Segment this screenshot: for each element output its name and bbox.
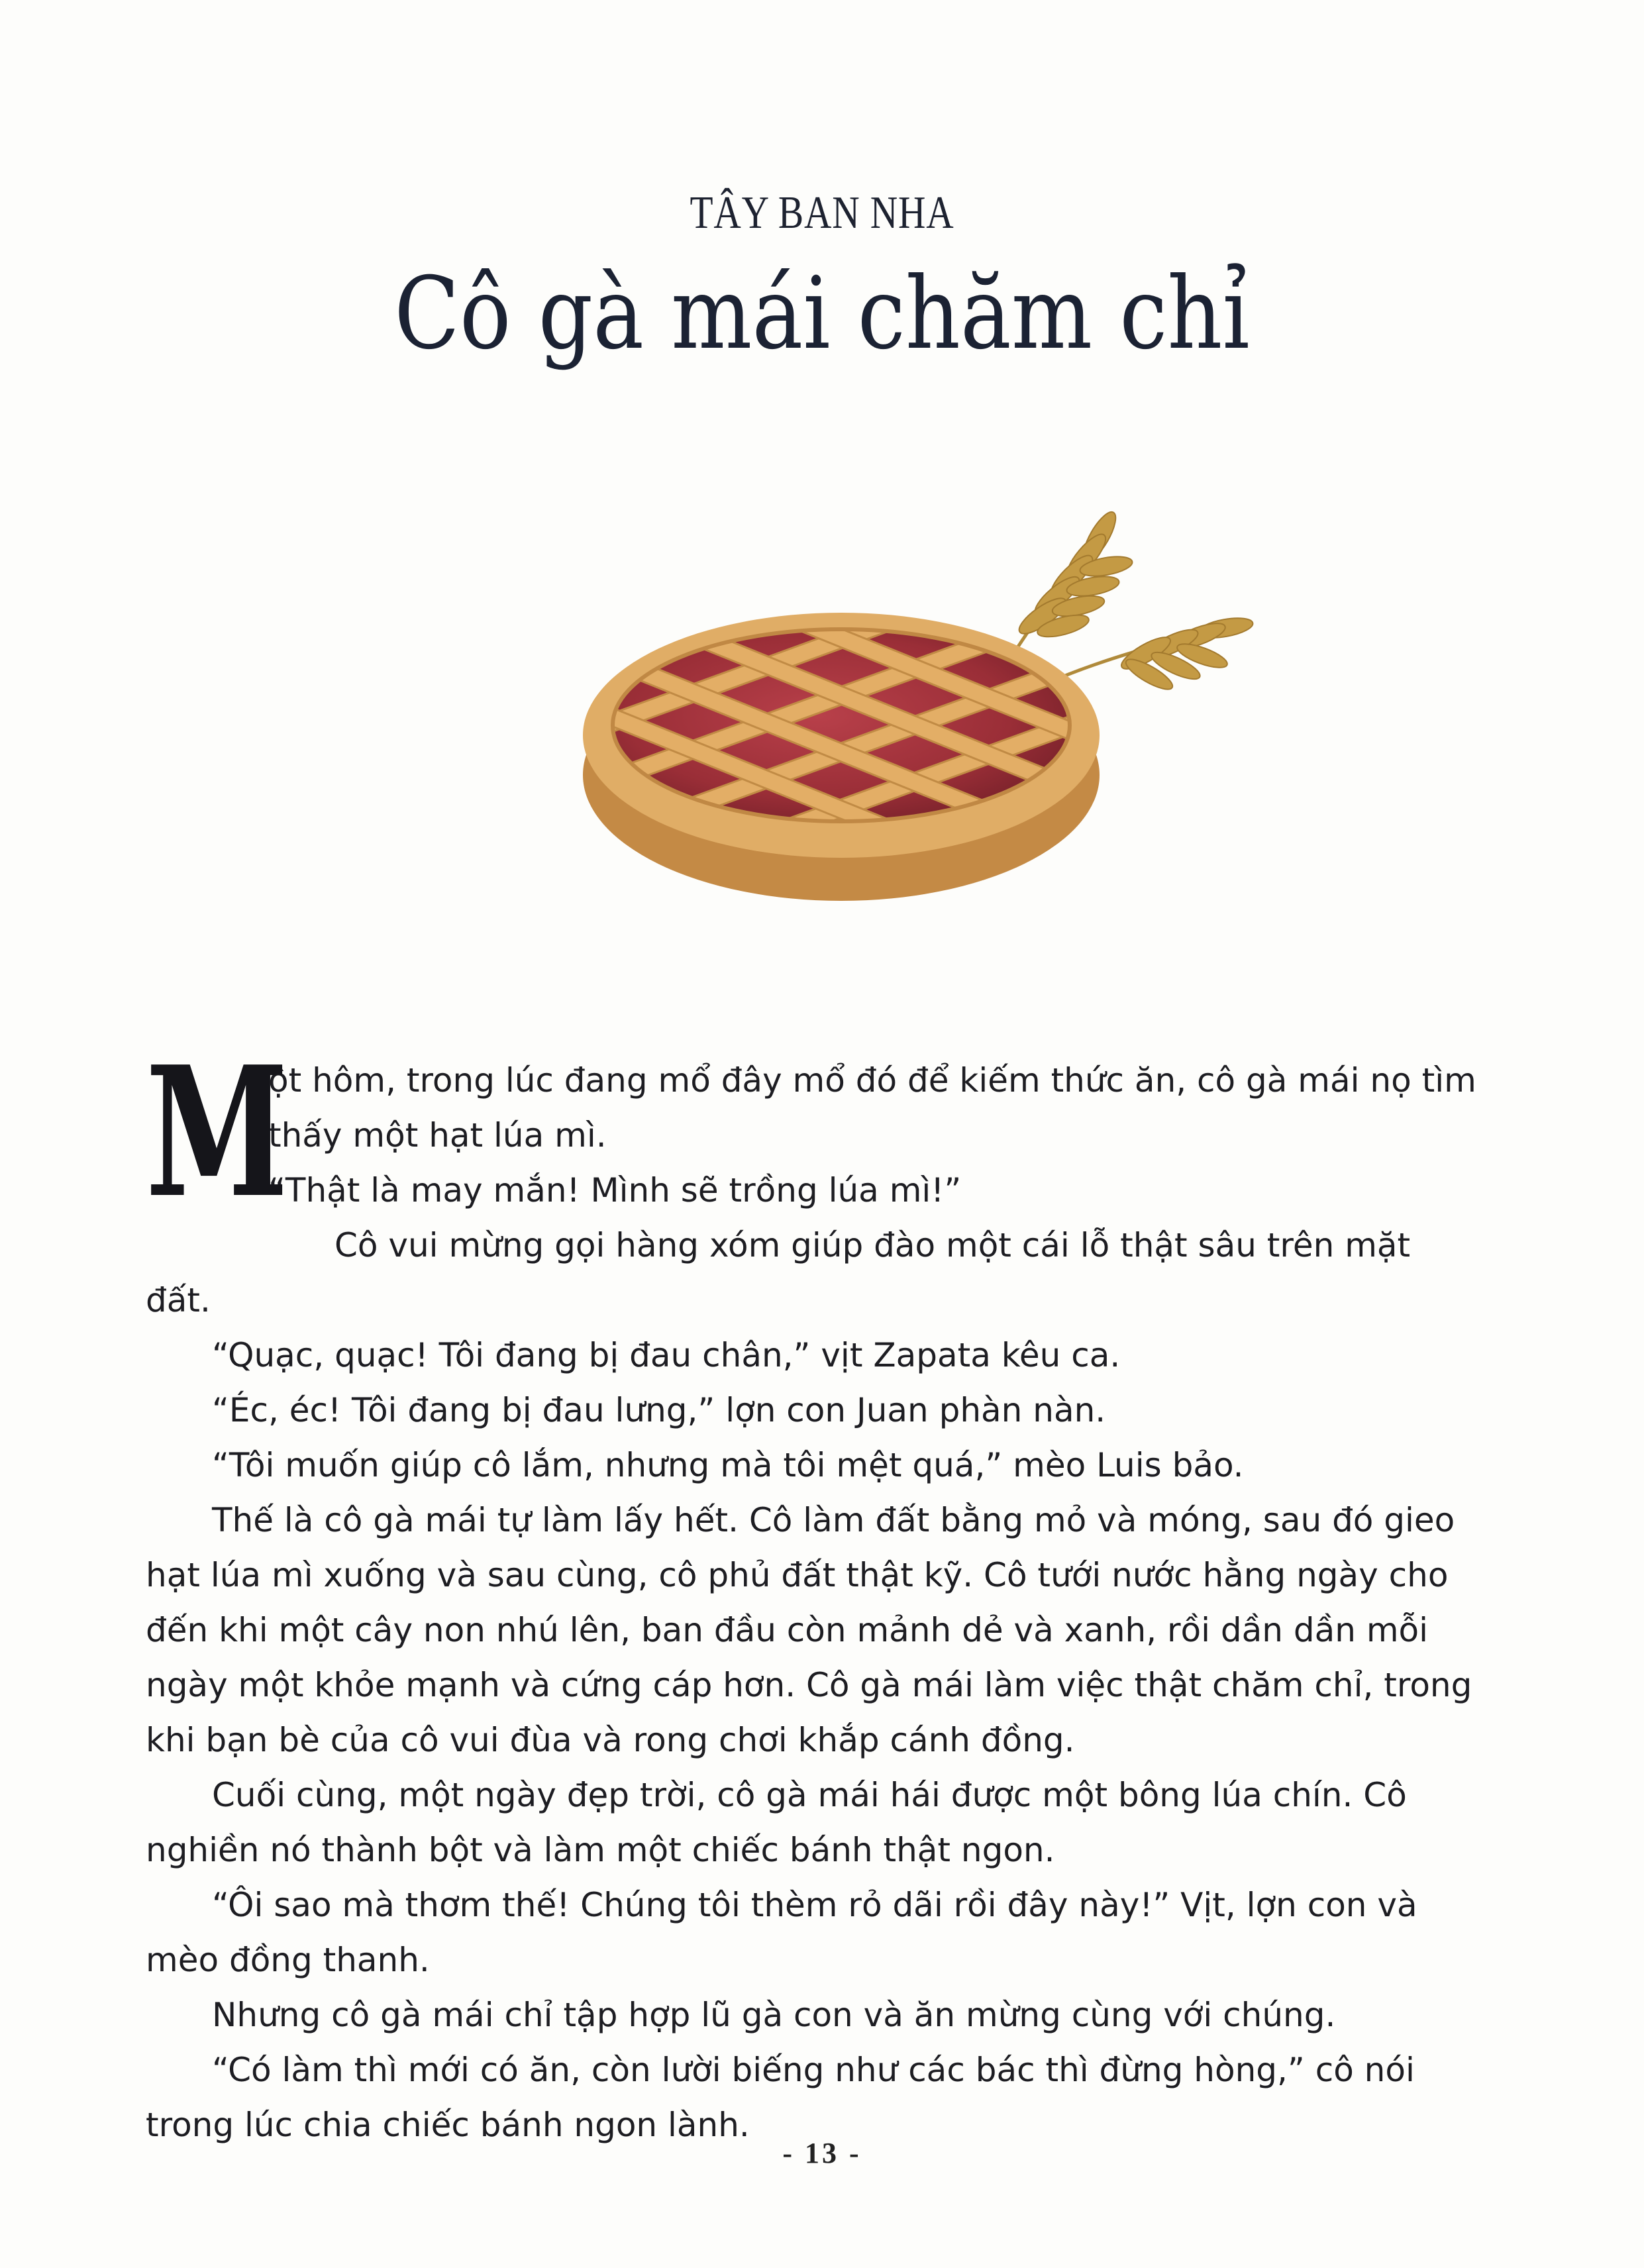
paragraph: “Có làm thì mới có ăn, còn lười biếng như các bác thì đừng hòng,” cô nói trong lúc chia chiếc bánh ngon lành. bbox=[146, 2051, 1415, 2144]
paragraph: “Éc, éc! Tôi đang bị đau lưng,” lợn con Juan phàn nàn. bbox=[212, 1391, 1106, 1429]
paragraph: Nhưng cô gà mái chỉ tập hợp lũ gà con và ăn mừng cùng với chúng. bbox=[212, 1996, 1336, 2034]
paragraph: “Tôi muốn giúp cô lắm, nhưng mà tôi mệt quá,” mèo Luis bảo. bbox=[212, 1446, 1244, 1484]
paragraph: Cô vui mừng gọi hàng xóm giúp đào một cái lỗ thật sâu trên mặt đất. bbox=[146, 1226, 1411, 1319]
drop-cap bbox=[146, 1027, 289, 1237]
story-text bbox=[146, 1027, 1477, 2153]
paragraph: ột hôm, trong lúc đang mổ đây mổ đó để kiếm thức ăn, cô gà mái nọ tìm thấy một hạt lúa mì. bbox=[268, 1061, 1476, 1155]
paragraph: Thế là cô gà mái tự làm lấy hết. Cô làm đất bằng mỏ và móng, sau đó gieo hạt lúa mì xuống và sau cùng, cô phủ đất thật kỹ. Cô tưới nước hằng ngày cho đến khi một cây non nhú lên, ban đầu còn mảnh dẻ và xanh, rồi dần dần mỗi ngày một khỏe mạnh và cứng cáp hơn. Cô gà mái làm việc thật chăm chỉ, trong khi bạn bè của cô vui đùa và rong chơi khắp cánh đồng. bbox=[146, 1501, 1472, 1759]
paragraph: “Ôi sao mà thơm thế! Chúng tôi thèm rỏ dãi rồi đây này!” Vịt, lợn con và mèo đồng thanh. bbox=[146, 1886, 1417, 1979]
drop-cap-letter: M bbox=[146, 1027, 289, 1237]
paragraph: “Quạc, quạc! Tôi đang bị đau chân,” vịt Zapata kêu ca. bbox=[212, 1336, 1121, 1374]
page-number: - 13 - bbox=[782, 2137, 862, 2169]
paragraph: Cuối cùng, một ngày đẹp trời, cô gà mái hái được một bông lúa chín. Cô nghiền nó thành bột và làm một chiếc bánh thật ngon. bbox=[146, 1776, 1407, 1869]
story-title: Cô gà mái chăm chỉ bbox=[394, 256, 1250, 372]
country-heading: TÂY BAN NHA bbox=[690, 187, 954, 238]
pie-with-wheat-icon bbox=[576, 477, 1278, 954]
paragraph: “Thật là may mắn! Mình sẽ trồng lúa mì!” bbox=[268, 1171, 962, 1210]
